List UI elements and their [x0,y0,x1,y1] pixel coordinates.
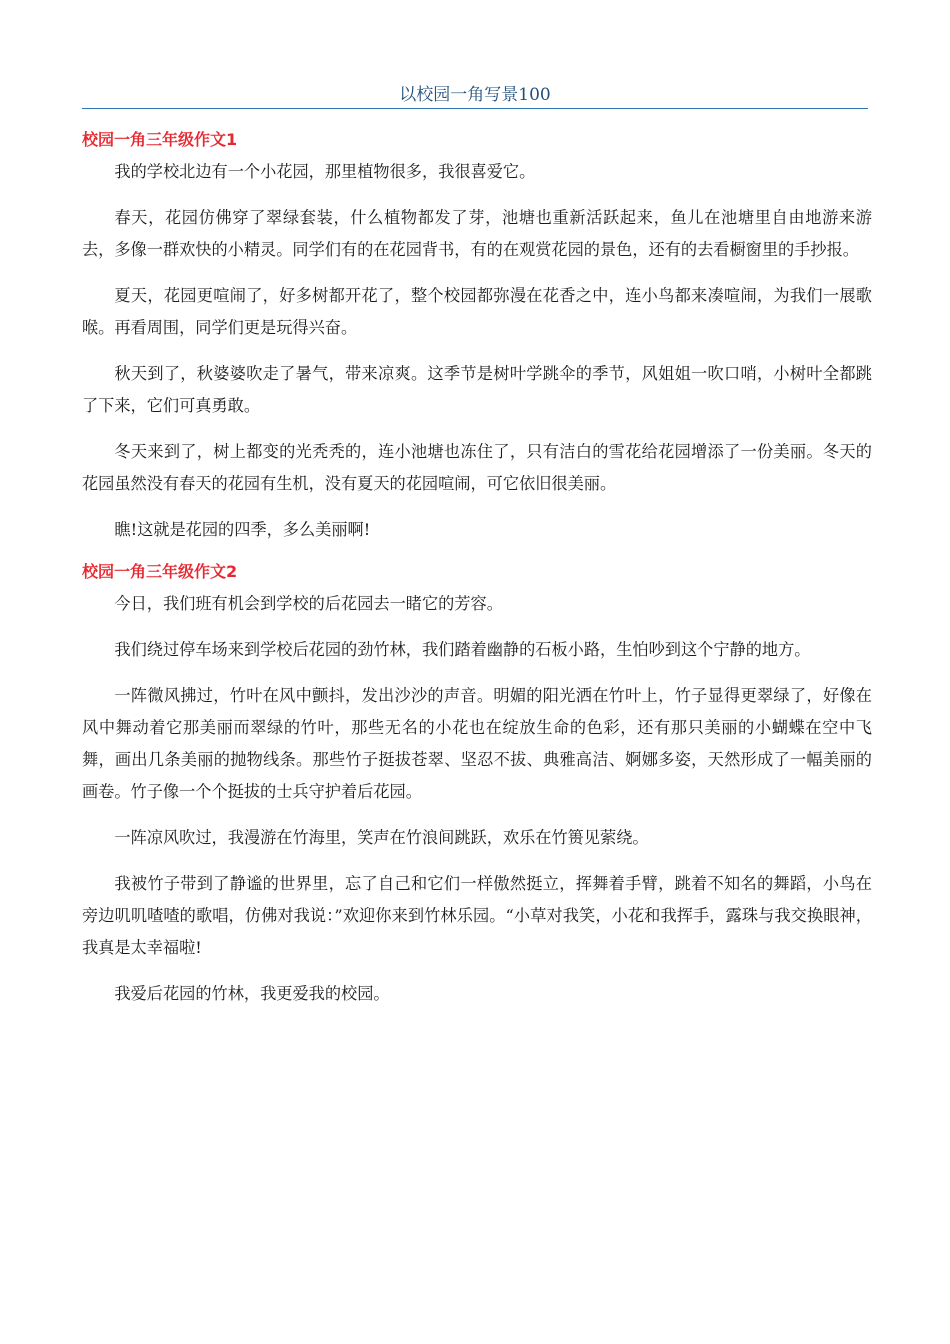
paragraph: 我的学校北边有一个小花园，那里植物很多，我很喜爱它。 [114,162,536,181]
paragraph: 我被竹子带到了静谧的世界里，忘了自己和它们一样傲然挺立，挥舞着手臂，跳着不知名的舞蹈，小鸟在旁边叽叽喳喳的歌唱，仿佛对我说：”欢迎你来到竹林乐园。“小草对我笑，小花和我挥手，露珠与我交换眼神，我真是太幸福啦! [82,874,872,957]
paragraph: 秋天到了，秋婆婆吹走了暑气，带来凉爽。这季节是树叶学跳伞的季节，风姐姐一吹口哨，小树叶全都跳了下来，它们可真勇敢。 [82,364,872,415]
paragraph: 我爱后花园的竹林，我更爱我的校园。 [114,984,390,1003]
paragraph: 夏天，花园更喧闹了，好多树都开花了，整个校园都弥漫在花香之中，连小鸟都来凑喧闹，为我们一展歌喉。再看周围，同学们更是玩得兴奋。 [82,286,872,337]
header-divider [82,108,868,109]
paragraph: 春天，花园仿佛穿了翠绿套装，什么植物都发了芽，池塘也重新活跃起来，鱼儿在池塘里自由地游来游去，多像一群欢快的小精灵。同学们有的在花园背书，有的在观赏花园的景色，还有的去看橱窗里的手抄报。 [82,208,872,259]
essay-section-2 [82,560,872,1010]
paragraph: 今日，我们班有机会到学校的后花园去一睹它的芳容。 [114,594,503,613]
paragraph: 瞧!这就是花园的四季，多么美丽啊! [114,520,371,539]
paragraph: 一阵凉风吹过，我漫游在竹海里，笑声在竹浪间跳跃，欢乐在竹篑见萦绕。 [114,828,649,847]
section-title: 校园一角三年级作文1 [82,130,238,149]
essay-section-1 [82,128,872,546]
paragraph: 我们绕过停车场来到学校后花园的劲竹林，我们踏着幽静的石板小路，生怕吵到这个宁静的地方。 [114,640,811,659]
page-title: 以校园一角写景100 [399,85,551,105]
section-title: 校园一角三年级作文2 [82,562,238,581]
paragraph: 一阵微风拂过，竹叶在风中颤抖，发出沙沙的声音。明媚的阳光洒在竹叶上，竹子显得更翠绿了，好像在风中舞动着它那美丽而翠绿的竹叶，那些无名的小花也在绽放生命的色彩，还有那只美丽的小蝴蝶在空中飞舞，画出几条美丽的抛物线条。那些竹子挺拔苍翠、坚忍不拔、典雅高洁、婀娜多姿，天然形成了一幅美丽的画卷。竹子像一个个挺拔的士兵守护着后花园。 [82,686,872,801]
document-body [82,122,872,1024]
paragraph: 冬天来到了，树上都变的光秃秃的，连小池塘也冻住了，只有洁白的雪花给花园增添了一份美丽。冬天的花园虽然没有春天的花园有生机，没有夏天的花园喧闹，可它依旧很美丽。 [82,442,872,493]
